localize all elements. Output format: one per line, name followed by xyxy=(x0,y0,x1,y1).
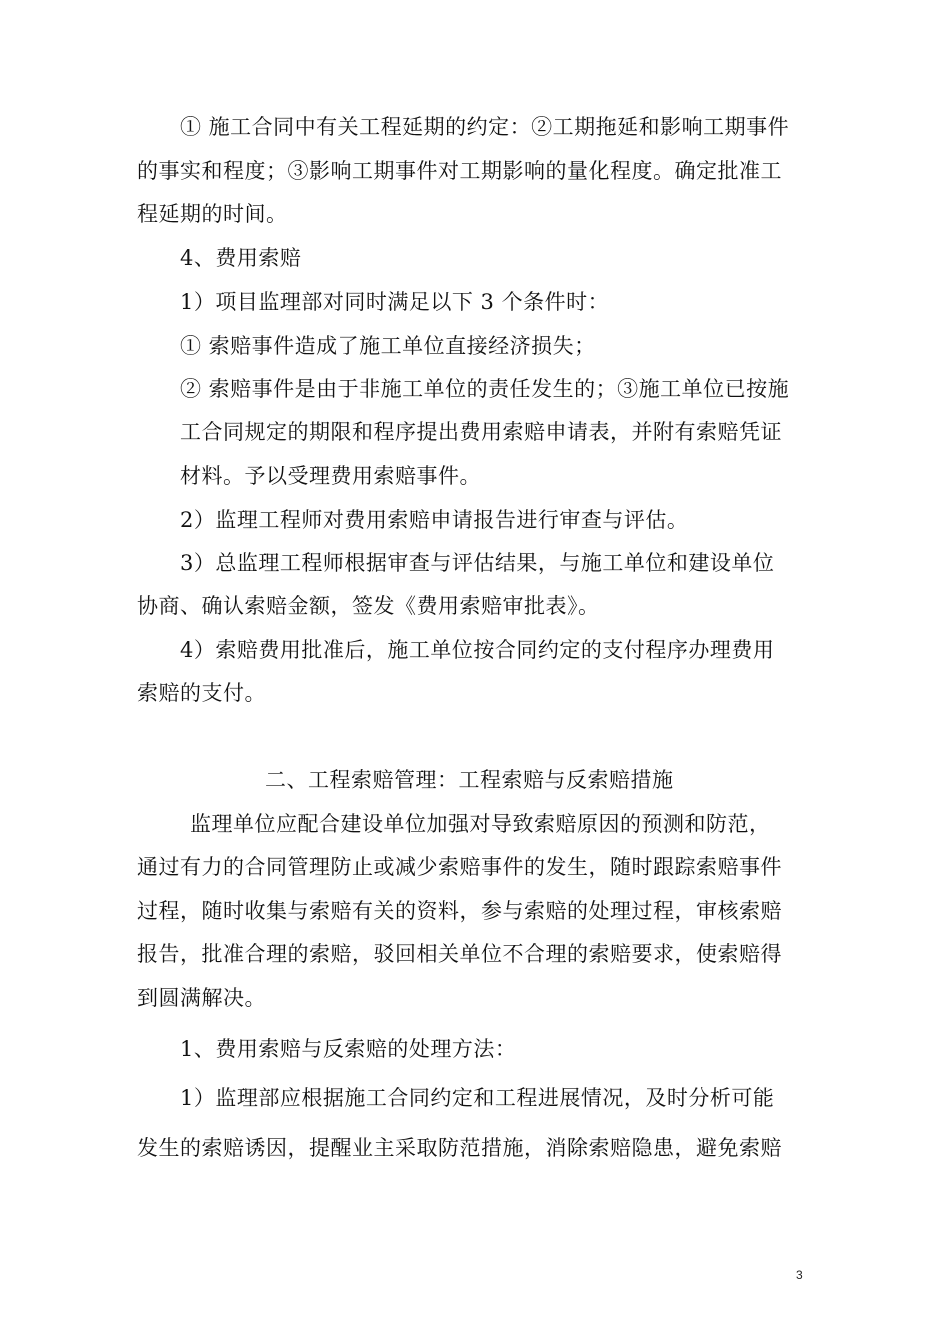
text-line: 报告，批准合理的索赔，驳回相关单位不合理的索赔要求，使索赔得 xyxy=(137,942,782,966)
text-line: 4）索赔费用批准后，施工单位按合同约定的支付程序办理费用 xyxy=(180,638,775,662)
text-line: 工合同规定的期限和程序提出费用索赔申请表，并附有索赔凭证 xyxy=(180,420,782,444)
page-number: 3 xyxy=(796,1268,803,1282)
text-line: 过程，随时收集与索赔有关的资料，参与索赔的处理过程，审核索赔 xyxy=(137,899,782,923)
text-line: 的事实和程度；③影响工期事件对工期影响的量化程度。确定批准工 xyxy=(137,159,782,183)
section-heading: 1、费用索赔与反索赔的处理方法： xyxy=(180,1037,517,1061)
section-heading: 二、工程索赔管理：工程索赔与反索赔措施 xyxy=(265,768,674,792)
text-line: 2）监理工程师对费用索赔申请报告进行审查与评估。 xyxy=(180,508,689,532)
text-line: 监理单位应配合建设单位加强对导致索赔原因的预测和防范， xyxy=(190,812,771,836)
text-line: 索赔的支付。 xyxy=(137,681,266,705)
text-line: ② 索赔事件是由于非施工单位的责任发生的；③施工单位已按施 xyxy=(180,377,790,401)
text-line: ① 施工合同中有关工程延期的约定：②工期拖延和影响工期事件 xyxy=(180,115,790,139)
section-heading: 4、费用索赔 xyxy=(180,246,302,270)
text-line: 发生的索赔诱因，提醒业主采取防范措施，消除索赔隐患，避免索赔 xyxy=(137,1136,782,1160)
text-line: 到圆满解决。 xyxy=(137,986,266,1010)
text-line: 1）项目监理部对同时满足以下 3 个条件时： xyxy=(180,290,610,314)
text-line: 通过有力的合同管理防止或减少索赔事件的发生，随时跟踪索赔事件 xyxy=(137,855,782,879)
text-line: 程延期的时间。 xyxy=(137,202,288,226)
text-line: 材料。予以受理费用索赔事件。 xyxy=(180,464,481,488)
text-line: 3）总监理工程师根据审查与评估结果，与施工单位和建设单位 xyxy=(180,551,775,575)
text-line: 协商、确认索赔金额，签发《费用索赔审批表》。 xyxy=(137,594,600,618)
text-line: 1）监理部应根据施工合同约定和工程进展情况，及时分析可能 xyxy=(180,1086,775,1110)
text-line: ① 索赔事件造成了施工单位直接经济损失； xyxy=(180,334,596,358)
